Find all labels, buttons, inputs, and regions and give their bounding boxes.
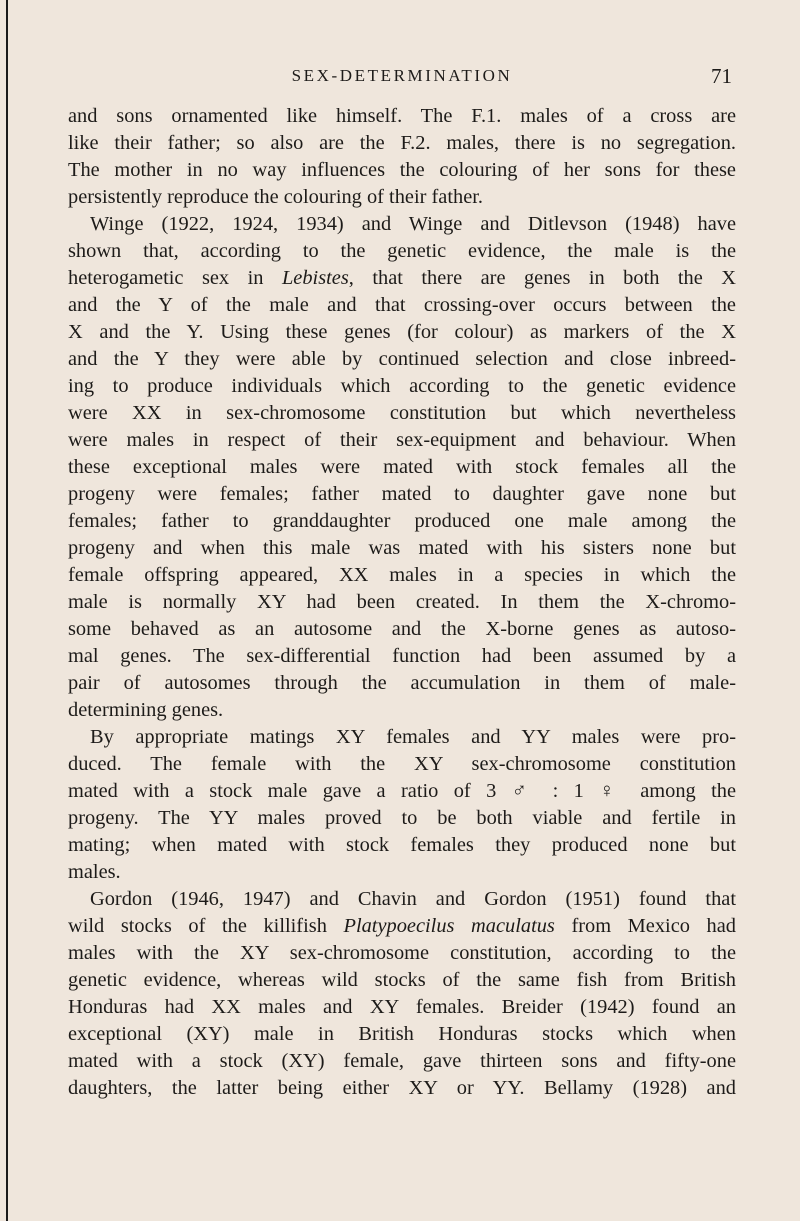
text-line: females; father to granddaughter produced one male among the xyxy=(68,510,736,532)
text-line: mal genes. The sex-differential function had been assumed by a xyxy=(68,645,736,667)
text-line: daughters, the latter being either XY or YY. Bellamy (1928) and xyxy=(68,1077,736,1099)
text-line: pair of autosomes through the accumulation in them of male- xyxy=(68,672,736,694)
text-line: some behaved as an autosome and the X-borne genes as autoso- xyxy=(68,618,736,640)
text-line: genetic evidence, whereas wild stocks of the same fish from British xyxy=(68,969,736,991)
text-line: The mother in no way influences the colouring of her sons for these xyxy=(68,159,736,181)
body-text xyxy=(68,103,736,1102)
text-line: progeny were females; father mated to daughter gave none but xyxy=(68,483,736,505)
page-header xyxy=(68,64,736,94)
text-line: like their father; so also are the F.2. males, there is no segregation. xyxy=(68,132,736,154)
text-line: mated with a stock male gave a ratio of 3 ♂ : 1 ♀ among the xyxy=(68,780,736,802)
text-line: males. xyxy=(68,861,121,883)
text-line: determining genes. xyxy=(68,699,224,721)
text-line: By appropriate matings XY females and YY males were pro- xyxy=(90,726,736,748)
text-segment: , that there are genes in both the X xyxy=(348,267,736,289)
text-line: X and the Y. Using these genes (for colour) as markers of the X xyxy=(68,321,736,343)
text-line: Winge (1922, 1924, 1934) and Winge and Ditlevson (1948) have xyxy=(90,213,736,235)
page-number: 71 xyxy=(711,64,732,88)
text-line: exceptional (XY) male in British Honduras stocks which when xyxy=(68,1023,736,1045)
text-line: these exceptional males were mated with stock females all the xyxy=(68,456,736,478)
running-head: SEX-DETERMINATION xyxy=(291,66,513,85)
text-line: duced. The female with the XY sex-chromosome constitution xyxy=(68,753,736,775)
text-line: ing to produce individuals which according to the genetic evidence xyxy=(68,375,736,397)
species-name: Platypoecilus maculatus xyxy=(343,915,555,937)
text-line: persistently reproduce the colouring of their father. xyxy=(68,186,484,208)
text-line: and the Y of the male and that crossing-over occurs between the xyxy=(68,294,736,316)
text-line: males with the XY sex-chromosome constitution, according to the xyxy=(68,942,736,964)
text-line: male is normally XY had been created. In them the X-chromo- xyxy=(68,591,736,613)
text-line: Gordon (1946, 1947) and Chavin and Gordon (1951) found that xyxy=(90,888,736,910)
text-line: and the Y they were able by continued selection and close inbreed- xyxy=(68,348,736,370)
species-name: Lebistes xyxy=(281,267,349,289)
text-line: shown that, according to the genetic evidence, the male is the xyxy=(68,240,736,262)
page-edge-line xyxy=(6,0,8,1221)
text-line: were XX in sex-chromosome constitution but which nevertheless xyxy=(68,402,736,424)
text-segment: wild stocks of the killifish xyxy=(68,915,344,937)
text-line-mixed xyxy=(68,913,736,940)
text-segment: from Mexico had xyxy=(554,915,736,937)
text-line: progeny and when this male was mated with his sisters none but xyxy=(68,537,736,559)
text-segment: heterogametic sex in xyxy=(68,267,282,289)
text-line: and sons ornamented like himself. The F.1. males of a cross are xyxy=(68,105,736,127)
text-line: female offspring appeared, XX males in a species in which the xyxy=(68,564,736,586)
text-line: mated with a stock (XY) female, gave thirteen sons and fifty-one xyxy=(68,1050,736,1072)
text-line: mating; when mated with stock females they produced none but xyxy=(68,834,736,856)
text-line: progeny. The YY males proved to be both viable and fertile in xyxy=(68,807,736,829)
text-line: were males in respect of their sex-equipment and behaviour. When xyxy=(68,429,736,451)
text-line-mixed xyxy=(68,265,736,292)
text-line: Honduras had XX males and XY females. Breider (1942) found an xyxy=(68,996,736,1018)
